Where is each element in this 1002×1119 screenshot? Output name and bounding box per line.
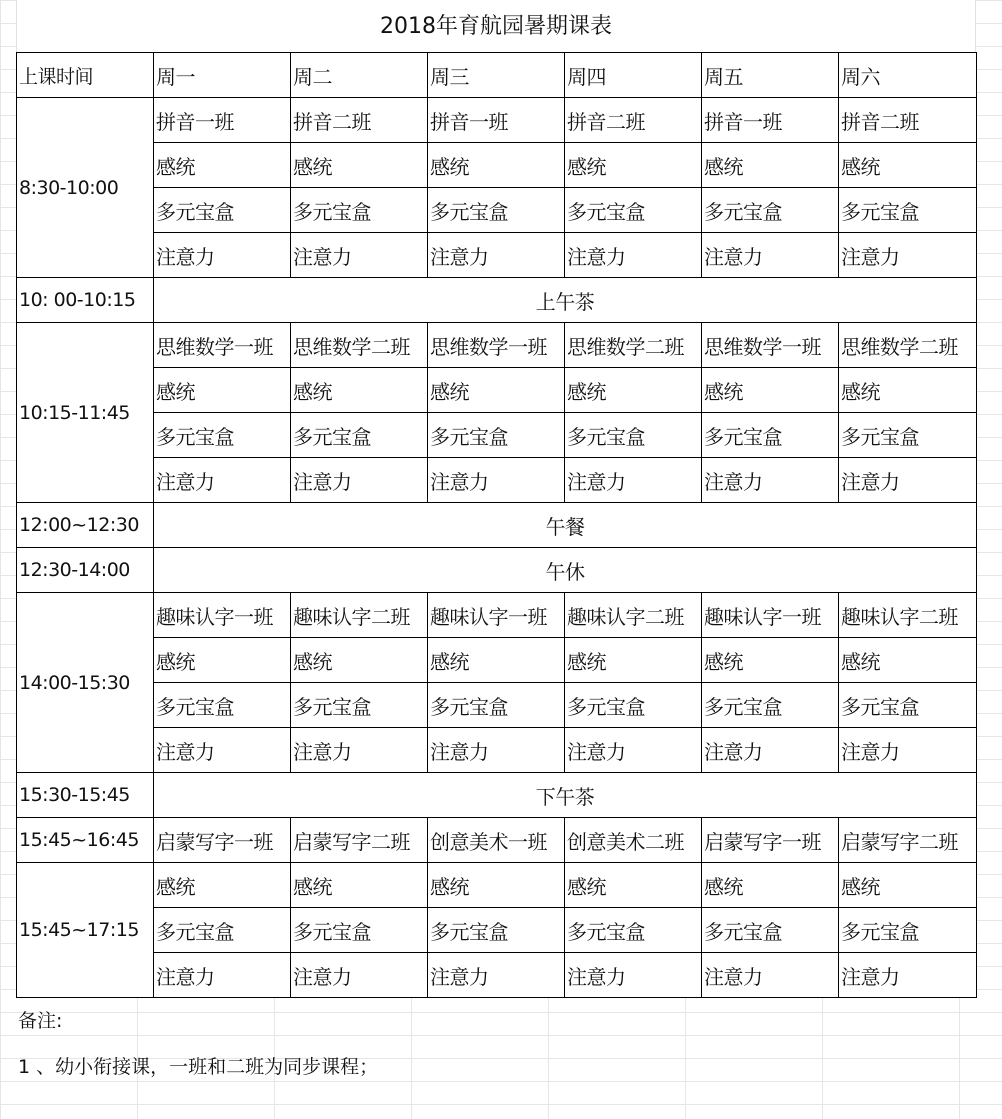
course-cell[interactable]: 注意力 [839, 233, 977, 278]
course-cell[interactable]: 多元宝盒 [428, 188, 565, 233]
course-cell[interactable]: 多元宝盒 [839, 188, 977, 233]
course-cell[interactable]: 思维数学一班 [702, 323, 839, 368]
course-cell[interactable]: 注意力 [839, 458, 977, 503]
course-cell[interactable]: 感统 [154, 368, 291, 413]
course-cell[interactable]: 思维数学二班 [839, 323, 977, 368]
course-cell[interactable]: 拼音一班 [154, 98, 291, 143]
table-row [17, 908, 977, 953]
course-cell[interactable]: 感统 [839, 863, 977, 908]
course-cell[interactable]: 启蒙写字一班 [154, 818, 291, 863]
course-cell[interactable]: 感统 [839, 638, 977, 683]
time-slot-cell[interactable]: 12:00~12:30 [17, 503, 154, 548]
course-cell[interactable]: 感统 [565, 368, 702, 413]
course-cell[interactable]: 多元宝盒 [702, 188, 839, 233]
course-cell[interactable]: 多元宝盒 [291, 188, 428, 233]
time-slot-cell[interactable]: 10: 00-10:15 [17, 278, 154, 323]
course-cell[interactable]: 感统 [428, 638, 565, 683]
course-cell[interactable]: 感统 [291, 863, 428, 908]
course-cell[interactable]: 感统 [154, 863, 291, 908]
day-column-header[interactable]: 周五 [702, 53, 839, 98]
course-cell[interactable]: 多元宝盒 [839, 908, 977, 953]
course-cell[interactable]: 感统 [565, 863, 702, 908]
note-item: 1 、幼小衔接课，一班和二班为同步课程； [18, 1056, 379, 1078]
time-slot-cell[interactable]: 15:30-15:45 [17, 773, 154, 818]
course-cell[interactable]: 多元宝盒 [428, 908, 565, 953]
time-slot-cell[interactable]: 12:30-14:00 [17, 548, 154, 593]
course-cell[interactable]: 感统 [154, 638, 291, 683]
page-title: 2018年育航园暑期课表 [16, 0, 976, 52]
course-cell[interactable]: 感统 [428, 368, 565, 413]
course-cell[interactable]: 多元宝盒 [428, 413, 565, 458]
course-cell[interactable]: 感统 [291, 368, 428, 413]
time-slot-cell[interactable]: 14:00-15:30 [17, 593, 154, 773]
course-cell[interactable]: 注意力 [702, 953, 839, 998]
course-cell[interactable]: 多元宝盒 [291, 683, 428, 728]
course-cell[interactable]: 注意力 [154, 728, 291, 773]
break-activity-cell[interactable]: 下午茶 [154, 773, 977, 818]
course-cell[interactable]: 感统 [428, 143, 565, 188]
table-row [17, 233, 977, 278]
course-cell[interactable]: 多元宝盒 [154, 188, 291, 233]
notes-heading: 备注: [18, 1010, 63, 1032]
course-cell[interactable]: 多元宝盒 [291, 908, 428, 953]
course-cell[interactable]: 趣味认字一班 [154, 593, 291, 638]
course-cell[interactable]: 趣味认字一班 [428, 593, 565, 638]
course-cell[interactable]: 感统 [702, 368, 839, 413]
course-cell[interactable]: 感统 [565, 638, 702, 683]
day-column-header[interactable]: 周六 [839, 53, 977, 98]
table-row [17, 593, 977, 638]
course-cell[interactable]: 思维数学二班 [565, 323, 702, 368]
table-row [17, 413, 977, 458]
day-column-header[interactable]: 周二 [291, 53, 428, 98]
spreadsheet-sheet [16, 0, 976, 1090]
course-cell[interactable]: 感统 [702, 863, 839, 908]
course-cell[interactable]: 趣味认字一班 [702, 593, 839, 638]
break-activity-cell[interactable]: 上午茶 [154, 278, 977, 323]
course-cell[interactable]: 拼音二班 [839, 98, 977, 143]
day-column-header[interactable]: 周三 [428, 53, 565, 98]
course-cell[interactable]: 注意力 [702, 728, 839, 773]
course-cell[interactable]: 注意力 [839, 728, 977, 773]
time-slot-cell[interactable]: 15:45~17:15 [17, 863, 154, 998]
course-cell[interactable]: 多元宝盒 [702, 908, 839, 953]
course-cell[interactable]: 多元宝盒 [565, 908, 702, 953]
table-row [17, 638, 977, 683]
break-activity-cell[interactable]: 午休 [154, 548, 977, 593]
notes-section [16, 998, 976, 1090]
course-cell[interactable]: 拼音二班 [565, 98, 702, 143]
course-cell[interactable]: 拼音二班 [291, 98, 428, 143]
course-cell[interactable]: 感统 [565, 143, 702, 188]
course-cell[interactable]: 多元宝盒 [565, 188, 702, 233]
course-cell[interactable]: 感统 [154, 143, 291, 188]
time-slot-cell[interactable]: 10:15-11:45 [17, 323, 154, 503]
course-cell[interactable]: 多元宝盒 [154, 683, 291, 728]
time-slot-cell[interactable]: 15:45~16:45 [17, 818, 154, 863]
header-row [17, 53, 977, 98]
schedule-table [16, 52, 977, 998]
course-cell[interactable]: 趣味认字二班 [565, 593, 702, 638]
table-row [17, 188, 977, 233]
course-cell[interactable]: 注意力 [702, 233, 839, 278]
course-cell[interactable]: 多元宝盒 [565, 683, 702, 728]
course-cell[interactable]: 注意力 [839, 953, 977, 998]
table-row [17, 683, 977, 728]
table-row [17, 728, 977, 773]
course-cell[interactable]: 感统 [291, 638, 428, 683]
course-cell[interactable]: 注意力 [428, 953, 565, 998]
course-cell[interactable]: 注意力 [291, 953, 428, 998]
table-row [17, 818, 977, 863]
course-cell[interactable]: 感统 [291, 143, 428, 188]
break-row [17, 278, 977, 323]
course-cell[interactable]: 思维数学一班 [154, 323, 291, 368]
course-cell[interactable]: 多元宝盒 [702, 683, 839, 728]
break-row [17, 548, 977, 593]
course-cell[interactable]: 注意力 [291, 458, 428, 503]
course-cell[interactable]: 多元宝盒 [839, 413, 977, 458]
course-cell[interactable]: 注意力 [154, 458, 291, 503]
table-row [17, 368, 977, 413]
course-cell[interactable]: 注意力 [291, 728, 428, 773]
table-row [17, 323, 977, 368]
course-cell[interactable]: 启蒙写字二班 [839, 818, 977, 863]
course-cell[interactable]: 注意力 [428, 458, 565, 503]
time-column-header[interactable]: 上课时间 [17, 53, 154, 98]
course-cell[interactable]: 多元宝盒 [565, 413, 702, 458]
course-cell[interactable]: 多元宝盒 [839, 683, 977, 728]
break-row [17, 503, 977, 548]
break-activity-cell[interactable]: 午餐 [154, 503, 977, 548]
table-row [17, 953, 977, 998]
course-cell[interactable]: 注意力 [154, 953, 291, 998]
course-cell[interactable]: 思维数学一班 [428, 323, 565, 368]
course-cell[interactable]: 多元宝盒 [702, 413, 839, 458]
table-row [17, 143, 977, 188]
course-cell[interactable]: 拼音一班 [702, 98, 839, 143]
course-cell[interactable]: 注意力 [565, 458, 702, 503]
course-cell[interactable]: 注意力 [702, 458, 839, 503]
course-cell[interactable]: 思维数学二班 [291, 323, 428, 368]
course-cell[interactable]: 注意力 [565, 728, 702, 773]
course-cell[interactable]: 感统 [702, 143, 839, 188]
course-cell[interactable]: 多元宝盒 [291, 413, 428, 458]
day-column-header[interactable]: 周一 [154, 53, 291, 98]
course-cell[interactable]: 注意力 [154, 233, 291, 278]
course-cell[interactable]: 注意力 [291, 233, 428, 278]
table-row [17, 458, 977, 503]
course-cell[interactable]: 启蒙写字一班 [702, 818, 839, 863]
break-row [17, 773, 977, 818]
course-cell[interactable]: 多元宝盒 [154, 908, 291, 953]
day-column-header[interactable]: 周四 [565, 53, 702, 98]
course-cell[interactable]: 多元宝盒 [154, 413, 291, 458]
course-cell[interactable]: 注意力 [428, 233, 565, 278]
time-slot-cell[interactable]: 8:30-10:00 [17, 98, 154, 278]
table-row [17, 863, 977, 908]
course-cell[interactable]: 趣味认字二班 [839, 593, 977, 638]
course-cell[interactable]: 趣味认字二班 [291, 593, 428, 638]
course-cell[interactable]: 注意力 [565, 233, 702, 278]
course-cell[interactable]: 启蒙写字二班 [291, 818, 428, 863]
course-cell[interactable]: 感统 [702, 638, 839, 683]
course-cell[interactable]: 注意力 [428, 728, 565, 773]
course-cell[interactable]: 感统 [839, 368, 977, 413]
course-cell[interactable]: 注意力 [565, 953, 702, 998]
course-cell[interactable]: 创意美术一班 [428, 818, 565, 863]
course-cell[interactable]: 拼音一班 [428, 98, 565, 143]
course-cell[interactable]: 多元宝盒 [428, 683, 565, 728]
course-cell[interactable]: 感统 [839, 143, 977, 188]
table-row [17, 98, 977, 143]
course-cell[interactable]: 感统 [428, 863, 565, 908]
course-cell[interactable]: 创意美术二班 [565, 818, 702, 863]
